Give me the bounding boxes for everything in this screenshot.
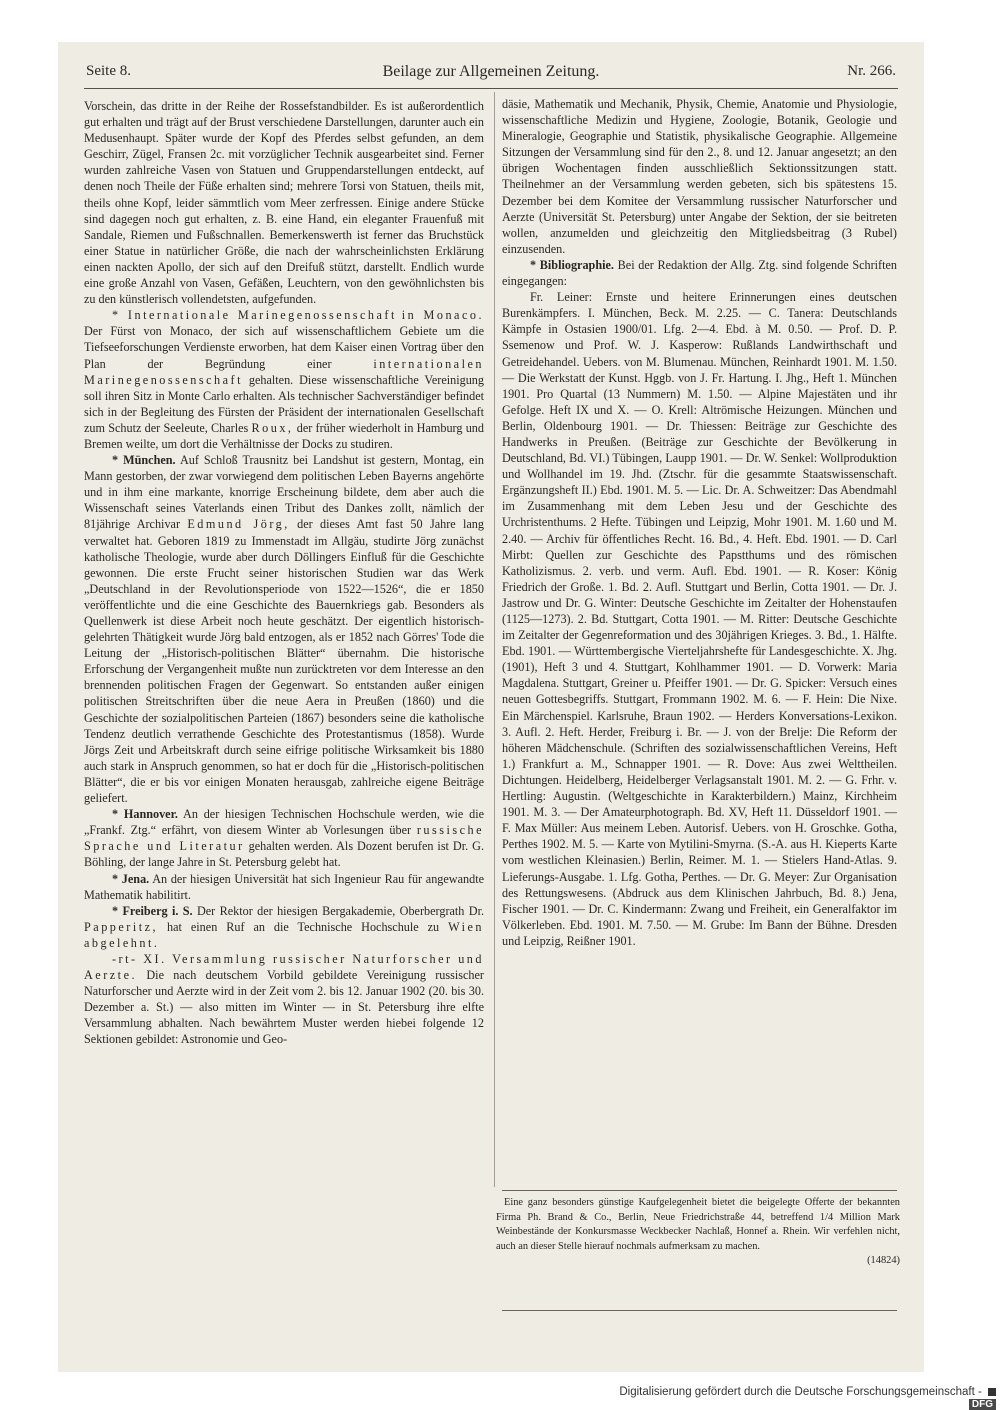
square-icon xyxy=(988,1388,996,1396)
column-divider xyxy=(494,92,495,1187)
person-name: Roux, xyxy=(251,420,294,435)
article-heading: -rt- XI. Versammlung russischer Naturforscher und Aerzte. xyxy=(84,951,484,983)
bibliography-list: Fr. Leiner: Ernste und heitere Erinnerungen eines deutschen Burenkämpfers. I. München, Beck. M. 2.25. — C. Tanera: Deutschlands Kämpfe in Ostasien 1900/01. Lfg. 2—4. Ebd. à M. 0.50. — Prof. D. P. Ssemenow und Prof. W. J. Kasperow: Rußlands Landwirthschaft und Getreidehandel. Uebers. von M. Blumenau. München, Reinhardt 1901. M. 1.50. — Die Werkstatt der Kunst. Hggb. von J. Fr. Hartung. I. Jhg., Heft 1. München 1901. Pro Quartal (13 Nummern) M. 1.50. — Alpine Majestäten und ihr Gefolge. Heft IX und X. — O. Krell: Altrömische Heizungen. München und Berlin, Oldenbourg 1901. — Dr. Thiessen: Beiträge zur Geschichte des Handwerks in Preußen. (Beiträge zur Geschichte der Bevölkerung in Deutschland, Bd. VI.) Tübingen, Laupp 1901. — Dr. W. Senkel: Wollproduktion und Wollhandel im 19. Jhd. (Ztschr. für die gesammte Staatswissenschaft. Ergänzungsheft II.) Ebd. 1901. M. 5. — Lic. Dr. A. Schweitzer: Das Abendmahl im Zusammenhang mit dem Leben Jesu und der Geschichte des Urchristenthums. 2 Hefte. Tübingen und Leipzig, Mohr 1901. M. 1.60 und M. 2.40. — Archiv für öffentliches Recht. 16. Bd., 4. Heft. Ebd. 1901. — D. Carl Mirbt: Quellen zur Geschichte des Papstthums und des römischen Katholizismus. 2. verb. und verm. Aufl. Ebd. 1901. — R. Koser: König Friedrich der Große. 1. Bd. 2. Aufl. Stuttgart und Berlin, Cotta 1901. — Dr. J. Jastrow und Dr. G. Winter: Deutsche Geschichte im Zeitalter der Hohenstaufen (1125—1273). 2. Bd. Stuttgart, Cotta 1901. — M. Ritter: Deutsche Geschichte im Zeitalter der Gegenreformation und des 30jährigen Krieges. 3. Bd., 1. Hälfte. Ebd. 1901. — Württembergische Vierteljahrshefte für Landesgeschichte. X. Jhg. (1901), Heft 3 und 4. Stuttgart, Kohlhammer 1901. — D. Vorwerk: Maria Magdalena. Stuttgart, Greiner u. Pfeiffer 1901. — Dr. G. Spicker: Versuch eines neuen Gottesbegriffs. Stuttgart, Frommann 1902. M. 6. — F. Hein: Die Nixe. Ein Märchenspiel. Karlsruhe, Braun 1902. — Herders Konversations-Lexikon. 3. Aufl. 2. Heft. Herder, Freiburg i. Br. — J. von der Brelje: Die Reform der höheren Mädchenschule. (Schriften des sozialwissenschaftlichen Vereins, Heft 1.) Frankfurt a. M., Schnapper 1901. — R. Dove: Aus zwei Welttheilen. Dichtungen. Heidelberg, Heidelberger Verlagsanstalt 1901. M. 2. — G. Frhr. v. Hertling: Augustin. (Weltgeschichte in Karakterbildern.) Mainz, Kirchheim 1901. M. 3. — Der Amateurphotograph. Bd. XV, Heft 11. Düsseldorf 1901. — F. Max Müller: Aus meinem Leben. Autorisf. Uebers. von H. Groschke. Gotha, Perthes 1902. M. 5. — Karte von Mytilini-Smyrna. (S.-A. aus H. Kieperts Karte vom westlichen Kleinasien.) Berlin, Reimer. M. 1. — Stielers Hand-Atlas. 9. Lieferungs-Ausgabe. 1. Lfg. Gotha, Perthes. — Dr. G. Meyer: Zur Organisation des Rettungswesens. (Abdruck aus dem Klinischen Jahrbuch, Bd. 8.) Jena, Fischer 1901. — Dr. C. Kindermann: Zwang und Freiheit, ein Generalfaktor im Völkerleben. Ebd. 1901. M. 7.50. — M. Grube: Im Bann der Bühne. Dresden und Leipzig, Reißner 1901. xyxy=(502,290,897,948)
advert-rule-top xyxy=(502,1190,897,1191)
heading-place: Wien xyxy=(448,919,485,934)
left-column xyxy=(84,98,484,1048)
article-text: hat einen Ruf an die Technische Hochschule zu xyxy=(167,919,440,934)
article-heading: * Jena. xyxy=(112,871,150,886)
article-bibliography xyxy=(502,257,897,289)
issue-number: Nr. 266. xyxy=(847,63,896,79)
article-text: gehalten werden. Als Dozent berufen ist Dr. G. Böhling, der lange Jahre in St. Petersburg gelebt hat. xyxy=(84,839,485,870)
article-munich xyxy=(84,452,484,806)
person-name: Papperitz, xyxy=(84,919,159,934)
article-text: Der Fürst von Monaco, der sich auf wissenschaftlichem Gebiete um die Tiefseeforschungen Verdienste erworben, hat dem Kaiser einen Vortrag über den Plan der Begründung einer xyxy=(84,324,484,371)
header-rule xyxy=(84,88,898,89)
advert-rule-bottom xyxy=(502,1310,897,1311)
article-text: der dieses Amt fast 50 Jahre lang verwaltet hat. Geboren 1819 zu Immenstadt im Allgäu, studirte Jörg zunächst katholische Theologie, wurde aber durch Döllingers Einfluß für die Geschichte gewonnen. Die erste Frucht seiner historischen Studien war das Werk „Deutschland in der Revolutionsperiode von 1522—1526“, die er 1850 veröffentlichte und die eine Geschichte des Bauernkriegs gab. Besonders als Quellenwerk ist diese Arbeit noch heute geschätzt. Der eigentlich historisch-gelehrten Thätigkeit wurde Jörg bald entzogen, als er 1852 nach Görres' Tode die Leitung der „Historisch-politischen Blätter“ übernahm. Die historische Erforschung der Vergangenheit mußte nun zurücktreten vor dem Interesse an den brennenden politischen Fragen der Gegenwart. So entstanden außer einigen politischen Streitschriften über die neue Aera in Preußen (1860) und die Geschichte der sozialpolitischen Parteien (1867) besonders seine die katholische Tendenz deutlich verrathende Geschichte des Protestantismus (1858). Wurde Jörgs Zeit und Arbeitskraft durch seine eifrige politische Wirksamkeit bis 1880 auch stark in Anspruch genommen, so hat er doch für die „Historisch-politischen Blätter“, die er bis vor einigen Monaten herausgab, zahlreiche eigene Beiträge geliefert. xyxy=(84,517,484,806)
dfg-logo: DFG xyxy=(969,1399,996,1410)
article-heading: * Bibliographie. xyxy=(530,257,614,272)
article-text: Auf Schloß Trausnitz bei Landshut ist gestern, Montag, ein Mann gestorben, der zwar vorwiegend dem politischen Leben Bayerns angehörte und in ihm eine markante, knorrige Erscheinung bildete, dem aber auch die Wissenschaft seines Vaterlands einen Tribut des Dankes zollt, nämlich der 81jährige Archivar xyxy=(84,453,485,532)
article-text: An der hiesigen Technischen Hochschule werden, wie die „Frankf. Ztg.“ erfährt, von diesem Winter ab Vorlesungen über xyxy=(84,807,484,838)
advert-text: Eine ganz besonders günstige Kaufgelegenheit bietet die beigelegte Offerte der bekannten Firma Ph. Brand & Co., Berlin, Neue Friedrichstraße 44, betreffend 1/4 Million Mark Weinbestände der Konkursmasse Weckbecker Nachlaß, Honnef a. Rhein. Wir verfehlen nicht, auch an dieser Stelle hierauf nochmals aufmerksam zu machen. xyxy=(496,1197,900,1252)
person-name: Edmund Jörg, xyxy=(187,517,290,532)
emphasis-text: russische Sprache und Literatur xyxy=(84,823,484,854)
footer-text: Digitalisierung gefördert durch die Deutsche Forschungsgemeinschaft - xyxy=(619,1386,982,1398)
article-text: gehalten. Diese wissenschaftliche Vereinigung soll ihren Sitz in Monte Carlo erhalten. Als technischer Sachverständiger befindet sich in der Begleitung des Fürsten der Präsident der internationalen Gesellschaft zum Schutz der Seeleute, Charles xyxy=(84,372,484,435)
page-header xyxy=(86,63,896,85)
page-number: Seite 8. xyxy=(86,63,131,79)
article-heading: * München. xyxy=(112,453,176,468)
emphasis-text: internationalen Marinegenossenschaft xyxy=(84,356,484,387)
right-column xyxy=(502,96,897,949)
digitization-footer xyxy=(600,1386,996,1410)
article-hanover xyxy=(84,806,484,870)
article-text: Die nach deutschem Vorbild gebildete Vereinigung russischer Naturforscher und Aerzte wird in der Zeit vom 2. bis 12. Januar 1902 (20. bis 30. Dezember a. St.) — also mitten im Winter — in St. Petersburg ihre elfte Versammlung abhalten. Nach bewährtem Muster werden hiebei folgende 12 Sektionen gebildet: Astronomie und Geo- xyxy=(84,968,484,1047)
article-text: der früher wiederholt in Hamburg und Bremen weilte, um dort die Verhältnisse der Docks zu studiren. xyxy=(84,420,484,451)
article-text: Der Rektor der hiesigen Bergakademie, Oberbergrath Dr. xyxy=(196,903,484,918)
article-heading: * Hannover. xyxy=(112,807,178,822)
article-jena xyxy=(84,871,484,903)
article-text: Bei der Redaktion der Allg. Ztg. sind folgende Schriften eingegangen: xyxy=(502,257,898,289)
article-paragraph: däsie, Mathematik und Mechanik, Physik, Chemie, Anatomie und Physiologie, wissenschaftliche Medizin und Hygiene, Zoologie, Botanik, Geologie und Mineralogie, Geographie und Statistik, physikalische Geographie. Allgemeine Sitzungen der Versammlung sind für den 2., 8. und 12. Januar angesetzt; an den übrigen Wochentagen finden ausschließlich Sektionssitzungen statt. Theilnehmer an der Versammlung werden gebeten, sich bis spätestens 15. Dezember bei dem Komitee der Versammlung russischer Naturforscher und Aerzte (Universität St. Petersburg) unter Angabe der Sektion, der sie beitreten wollen, anzumelden und gleichzeitig den Mitgliedsbeitrag (3 Rubel) einzusenden. xyxy=(502,97,897,256)
article-congress xyxy=(84,951,484,1048)
article-freiberg xyxy=(84,903,484,951)
article-text: abgelehnt. xyxy=(84,935,160,950)
article-heading: * Internationale Marinegenossenschaft xyxy=(112,308,397,323)
article-heading: * Freiberg i. S. xyxy=(112,903,193,918)
publication-title: Beilage zur Allgemeinen Zeitung. xyxy=(382,63,600,80)
article-marine xyxy=(84,307,484,452)
advertisement xyxy=(496,1196,900,1269)
article-text: An der hiesigen Universität hat sich Ingenieur Rau für angewandte Mathematik habilitirt. xyxy=(84,871,485,902)
heading-place: in Monaco. xyxy=(401,308,485,323)
advert-number: (14824) xyxy=(867,1255,900,1266)
article-paragraph: Vorschein, das dritte in der Reihe der Rossefstandbilder. Es ist außerordentlich gut erhalten und trägt auf der Brust verschiedene Darstellungen, darunter auch ein Medusenhaupt. Später wurde der Kopf des Pferdes selbst gefunden, an dem Geschirr, Zügel, Fransen 2c. mit vorzüglicher Technik ausgearbeitet sind. Ferner wurden zahlreiche Vasen von Statuen und Gruppendarstellungen entdeckt, auf denen noch Theile der Füße erhalten sind; mehrere Torsi von Statuen, theils mit, theils ohne Kopf, leider sämmtlich vom Meer zerfressen. Einige andere Stücke sind dagegen noch gut erhalten, z. B. eine Hand, ein eleganter Frauenfuß mit Sandale, Riemen und Fußschnallen. Bemerkenswerth ist ferner das Bruchstück einer Statue in natürlicher Größe, die nach der wahrscheinlichsten Erklärung einen nackten Apollo, der sich auf den Dreifuß stützt, darstellt. Endlich wurde eine große Anzahl von Vasen, Gefäßen, Leuchtern, von den gewöhnlichsten bis zu den künstlerisch vollendetsten, aufgefunden. xyxy=(84,99,485,307)
